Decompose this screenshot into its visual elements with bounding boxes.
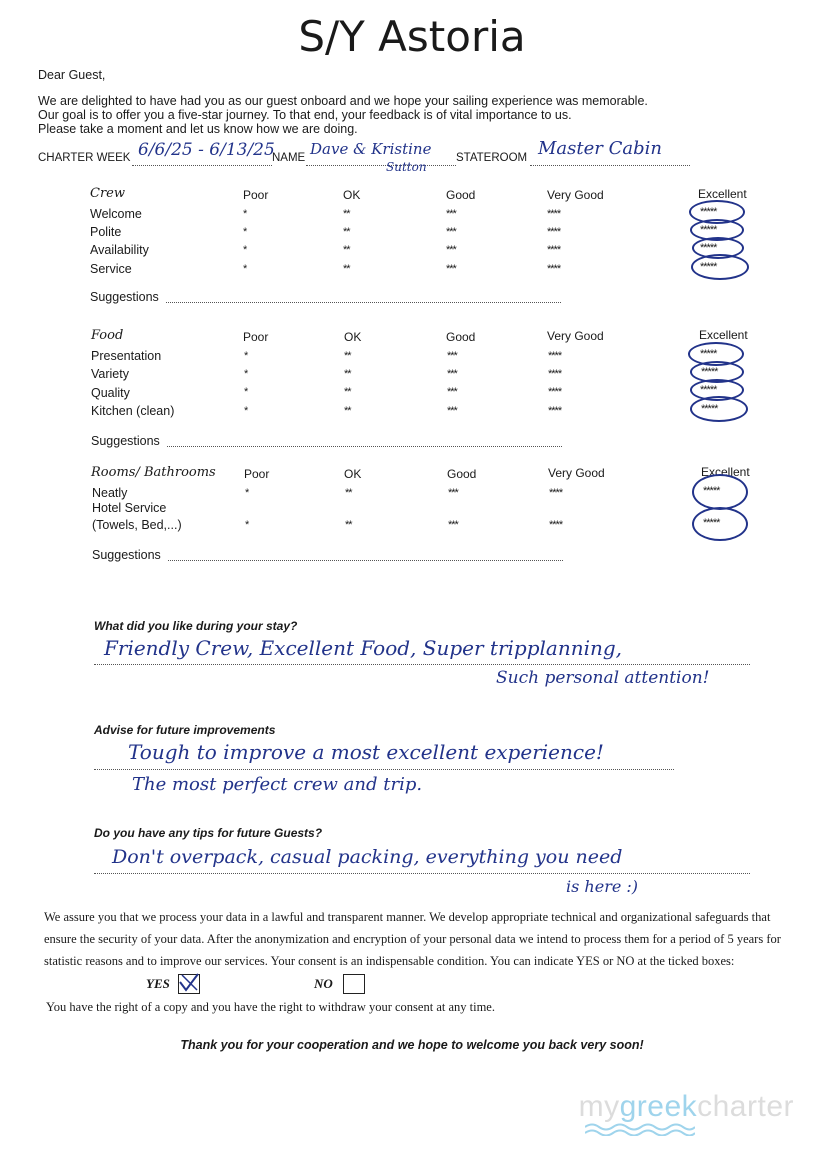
star-poor[interactable]: * [243, 208, 247, 220]
star-good[interactable]: *** [446, 244, 456, 256]
name-value-line2: Sutton [386, 160, 427, 174]
handwritten-answer: Tough to improve a most excellent experience! [128, 740, 604, 764]
star-ok[interactable]: ** [343, 244, 350, 256]
star-excellent[interactable]: ***** [700, 242, 717, 254]
data-privacy-text: We assure you that we process your data in a lawful and transparent manner. We develop appropriate technical and organizational safeguards that ensure the security of your data. After the anonymization and encryption of your personal data we intend to process them for a period of 5 years for statistic reasons and to improve our services. Your consent is an indispensable condition. You can indicate YES or NO at the ticked boxes: [44, 910, 781, 968]
consent-yes-checkbox[interactable] [178, 974, 200, 994]
rights-text: You have the right of a copy and you have the right to withdraw your consent at any time. [46, 1000, 495, 1014]
col-good: Good [446, 330, 476, 344]
star-excellent[interactable]: ***** [700, 206, 717, 218]
col-very-good: Very Good [548, 466, 605, 480]
star-poor[interactable]: * [244, 405, 248, 417]
star-poor[interactable]: * [244, 386, 248, 398]
star-very-good[interactable]: **** [547, 244, 561, 256]
row-label: Service [90, 262, 132, 276]
row-label: Hotel Service [92, 501, 167, 515]
row-label: Welcome [90, 207, 142, 221]
col-poor: Poor [243, 330, 269, 344]
selection-oval [692, 507, 748, 541]
answer-line[interactable] [94, 769, 674, 770]
star-excellent[interactable]: ***** [703, 517, 720, 529]
suggestions-line[interactable] [166, 302, 561, 303]
handwritten-answer: Don't overpack, casual packing, everything you need [112, 846, 623, 868]
star-good[interactable]: *** [447, 405, 457, 417]
star-very-good[interactable]: **** [548, 368, 562, 380]
suggestions-label: Suggestions [90, 290, 159, 304]
charter-week-value[interactable]: 6/6/25 - 6/13/25 [138, 140, 275, 160]
row-label: Polite [90, 225, 122, 239]
consent-yes-label: YES [146, 976, 170, 991]
suggestions-label: Suggestions [91, 434, 160, 448]
star-good[interactable]: *** [446, 226, 456, 238]
stateroom-label: STATEROOM [456, 152, 528, 164]
col-good: Good [447, 467, 477, 481]
suggestions-line[interactable] [167, 446, 562, 447]
star-very-good[interactable]: **** [547, 226, 561, 238]
intro-line-1: We are delighted to have had you as our guest onboard and we hope your sailing experience was memorable. [38, 94, 648, 108]
answer-line[interactable] [94, 873, 750, 874]
row-label: Quality [91, 386, 130, 400]
section-title-food: Food [91, 328, 124, 343]
selection-oval [691, 254, 749, 280]
charter-week-label: CHARTER WEEK [38, 152, 131, 164]
handwritten-answer: The most perfect crew and trip. [132, 774, 423, 795]
consent-no-label: NO [314, 976, 333, 991]
star-poor[interactable]: * [244, 368, 248, 380]
handwritten-answer: Friendly Crew, Excellent Food, Super tripplanning, [104, 636, 623, 660]
selection-oval [690, 396, 748, 422]
section-title-rooms: Rooms/ Bathrooms [91, 465, 216, 480]
star-excellent[interactable]: ***** [700, 348, 717, 360]
star-ok[interactable]: ** [344, 368, 351, 380]
col-excellent: Excellent [698, 187, 747, 201]
suggestions-line[interactable] [168, 560, 563, 561]
question-label: What did you like during your stay? [94, 619, 298, 633]
star-ok[interactable]: ** [345, 519, 352, 531]
intro-line-2: Our goal is to offer you a five-star journey. To that end, your feedback is of vital importance to us. [38, 108, 572, 122]
question-label: Advise for future improvements [94, 723, 276, 737]
star-very-good[interactable]: **** [549, 487, 563, 499]
star-poor[interactable]: * [245, 519, 249, 531]
star-very-good[interactable]: **** [548, 350, 562, 362]
star-good[interactable]: *** [446, 263, 456, 275]
col-excellent: Excellent [701, 465, 750, 479]
star-ok[interactable]: ** [343, 226, 350, 238]
star-poor[interactable]: * [243, 263, 247, 275]
charter-week-line [132, 165, 272, 166]
star-good[interactable]: *** [446, 208, 456, 220]
star-ok[interactable]: ** [344, 386, 351, 398]
star-poor[interactable]: * [243, 226, 247, 238]
star-very-good[interactable]: **** [547, 263, 561, 275]
star-very-good[interactable]: **** [548, 405, 562, 417]
col-poor: Poor [243, 188, 269, 202]
col-excellent: Excellent [699, 328, 748, 342]
watermark-logo: mygreekcharter [578, 1090, 794, 1123]
row-label: (Towels, Bed,...) [92, 518, 182, 532]
name-value-line1[interactable]: Dave & Kristine [310, 140, 432, 158]
row-label: Neatly [92, 486, 128, 500]
star-poor[interactable]: * [244, 350, 248, 362]
section-title-crew: Crew [90, 186, 125, 201]
wave-icon [585, 1122, 695, 1136]
star-good[interactable]: *** [447, 368, 457, 380]
star-ok[interactable]: ** [343, 263, 350, 275]
star-ok[interactable]: ** [345, 487, 352, 499]
col-poor: Poor [244, 467, 270, 481]
suggestions-label: Suggestions [92, 548, 161, 562]
col-ok: OK [343, 188, 361, 202]
col-ok: OK [344, 330, 362, 344]
stateroom-value[interactable]: Master Cabin [538, 138, 662, 159]
star-ok[interactable]: ** [344, 405, 351, 417]
selection-oval [692, 474, 748, 510]
answer-line[interactable] [94, 664, 750, 665]
row-label: Presentation [91, 349, 162, 363]
row-label: Variety [91, 367, 129, 381]
star-good[interactable]: *** [447, 350, 457, 362]
star-excellent[interactable]: ***** [703, 485, 720, 497]
star-good[interactable]: *** [448, 487, 458, 499]
check-mark-icon [178, 973, 200, 993]
star-very-good[interactable]: **** [548, 386, 562, 398]
col-very-good: Very Good [547, 188, 604, 202]
consent-no-checkbox[interactable] [343, 974, 365, 994]
intro-line-3: Please take a moment and let us know how we are doing. [38, 122, 358, 136]
col-ok: OK [344, 467, 362, 481]
star-ok[interactable]: ** [344, 350, 351, 362]
star-excellent[interactable]: ***** [701, 366, 718, 378]
document-title: S/Y Astoria [298, 12, 526, 61]
thanks-message: Thank you for your cooperation and we hope to welcome you back very soon! [180, 1038, 644, 1052]
name-label: NAME [272, 152, 306, 164]
star-excellent[interactable]: ***** [700, 261, 717, 273]
greeting: Dear Guest, [38, 68, 106, 82]
star-good[interactable]: *** [447, 386, 457, 398]
stateroom-line [530, 165, 690, 166]
question-label: Do you have any tips for future Guests? [94, 826, 323, 840]
star-very-good[interactable]: **** [547, 208, 561, 220]
star-ok[interactable]: ** [343, 208, 350, 220]
star-excellent[interactable]: ***** [700, 384, 717, 396]
star-excellent[interactable]: ***** [700, 224, 717, 236]
star-poor[interactable]: * [245, 487, 249, 499]
row-label: Availability [90, 243, 149, 257]
star-very-good[interactable]: **** [549, 519, 563, 531]
star-good[interactable]: *** [448, 519, 458, 531]
handwritten-answer: is here :) [566, 877, 639, 896]
star-poor[interactable]: * [243, 244, 247, 256]
handwritten-answer: Such personal attention! [496, 668, 710, 688]
col-good: Good [446, 188, 476, 202]
row-label: Kitchen (clean) [91, 404, 175, 418]
col-very-good: Very Good [547, 329, 604, 343]
name-line [306, 165, 456, 166]
star-excellent[interactable]: ***** [701, 403, 718, 415]
